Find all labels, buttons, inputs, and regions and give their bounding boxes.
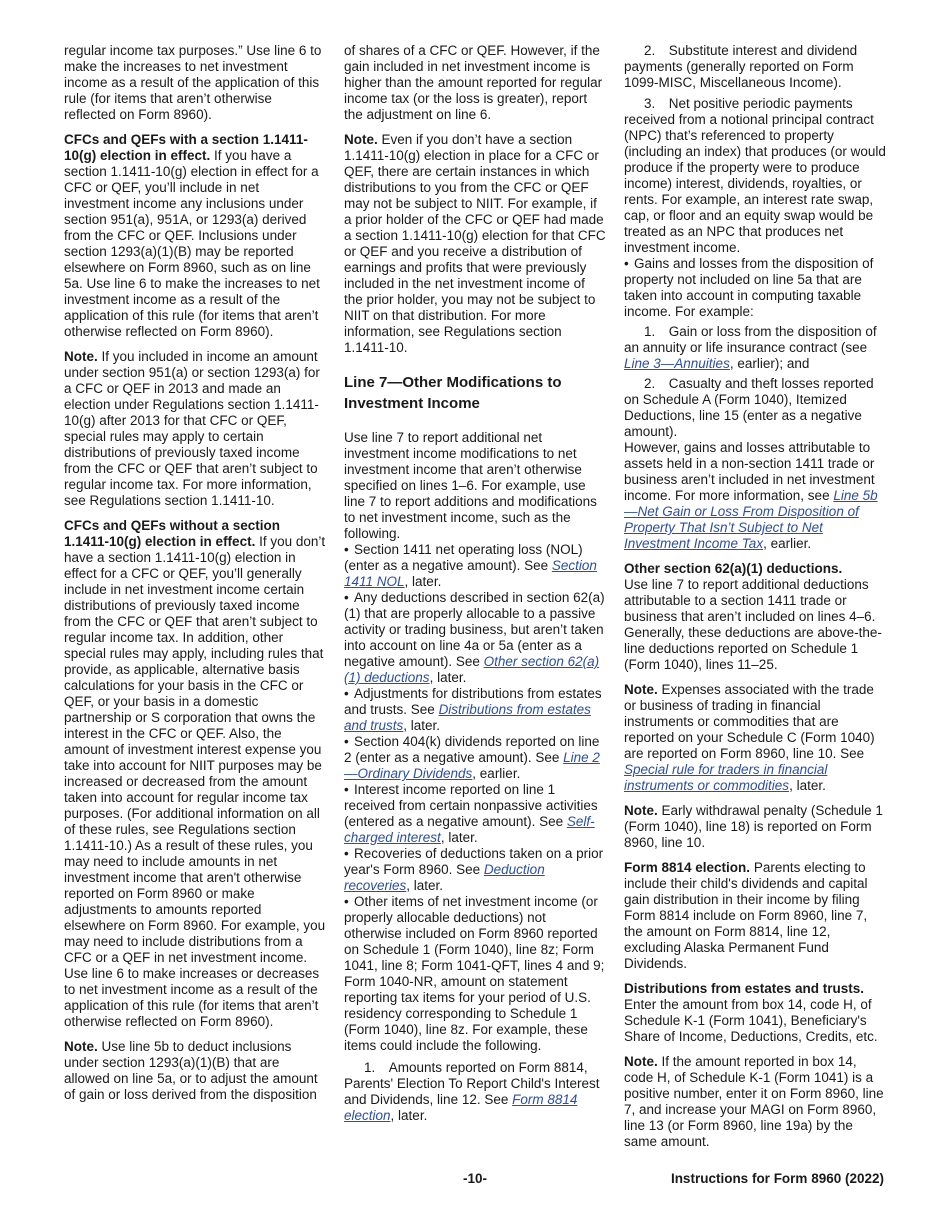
section-cfc-with-election — [64, 132, 326, 340]
note-lead: Note. — [344, 132, 378, 147]
bullet-tail: , later. — [404, 574, 442, 589]
section-body: If you have a section 1.1411-10(g) election in effect for a CFC or QEF, you’ll include in net investment income any inclusions under section 951(a), 951A, or 1293(a) derived from the CFC or QEF. Inclusions under section 1293(a)(1)(B) may be reported elsewhere on Form 8960, such as on line 5a. Use line 6 to make the increases to net investment income as a result of the application of this rule (for items that aren’t otherwise reflected on Form 8960). — [64, 148, 320, 339]
section-lead: Other section 62(a)(1) deductions. — [624, 561, 843, 576]
numbered-item: 2. Casualty and theft losses reported on Schedule A (Form 1040), Itemized Deductions, line 15 (enter as a negative amount). — [624, 376, 874, 439]
section-body: If you don’t have a section 1.1411-10(g) election in effect for a CFC or QEF, you’ll generally include in net investment income certain distributions of previously taxed income from the CFC or QEF that aren’t subject to regular income tax. In addition, other special rules may apply, including rules that provide, as applicable, alternative basis calculations for your basis in the CFC or QEF, or your basis in a domestic partnership or S corporation that owns the interest in the CFC or QEF. Also, the amount of investment interest expense you take into account for NIIT purposes may be increased or decreased from the amount taken into account for regular income tax purposes. (For additional information on all of these rules, see Regulations section 1.1411-10.) As a result of these rules, you may need to include amounts in net investment income that aren't otherwise reported on Form 8960 or make adjustments to amounts reported elsewhere on Form 8960. For example, you may need to include distributions from a CFC or a QEF in net investment income. Use line 6 to make increases or decreases to net investment income as a result of the application of this rule (for items that aren’t otherwise reflected on Form 8960). — [64, 534, 326, 1029]
item-text: 1. Amounts reported on Form 8814, Parents' Election To Report Child's Interest and Dividends, line 12. See — [344, 1060, 600, 1107]
numbered-item: 2. Substitute interest and dividend payments (generally reported on Form 1099-MISC, Miscellaneous Income). — [624, 43, 858, 90]
bullet-item — [344, 542, 606, 590]
intro-paragraph: Use line 7 to report additional net investment income modifications to net investment income that aren’t otherwise specified on lines 1–6. For example, use line 7 to report additions and modifications to net investment income, such as the following. — [344, 430, 597, 541]
note-lead: Note. — [64, 349, 98, 364]
paragraph-continuation: of shares of a CFC or QEF. However, if the gain included in net investment income is higher than the amount reported for regular income tax (or the loss is greater), report the adjustment on line 6. — [344, 43, 603, 122]
note-paragraph — [624, 1054, 886, 1150]
bullet-item — [344, 894, 606, 1054]
column-middle — [344, 43, 606, 1128]
section-lead: CFCs and QEFs without a section 1.1411-10(g) election in effect. — [64, 518, 281, 549]
bullet-text: Any deductions described in section 62(a)(1) that are properly allocable to a passive activity or trading business, but aren’t taken into account on line 4a or 5a (enter as a negative amount). See — [344, 590, 605, 669]
page-number: -10- — [463, 1171, 488, 1186]
paragraph-continuation: regular income tax purposes.” Use line 6 to make the increases to net investment income as a result of the application of this rule (for items that aren’t otherwise reflected on Form 8960). — [64, 43, 322, 122]
section-lead: CFCs and QEFs with a section 1.1411-10(g) election in effect. — [64, 132, 308, 163]
link-distributions-estates-trusts[interactable]: Distributions from estates and trusts — [344, 702, 591, 733]
bullet-text: Other items of net investment income (or properly allocable deductions) not otherwise included on Form 8960 reported on Schedule 1 (Form 1040), line 8z; Form 1041, line 8; Form 1041-QFT, lines 4 and 9; Form 1040-NR, amount on statement reporting tax items for your period of U.S. residency corresponding to Schedule 1 (Form 1040), line 8z. For example, these items could include the following. — [344, 894, 605, 1053]
note-body: Early withdrawal penalty (Schedule 1 (Form 1040), line 18) is reported on Form 8960, line 10. — [624, 803, 883, 850]
bullet-item — [344, 846, 606, 894]
bullet-tail: , later. — [406, 878, 444, 893]
bullet-text: Section 404(k) dividends reported on line 2 (enter as a negative amount). See — [344, 734, 600, 765]
bullet-text: Section 1411 net operating loss (NOL) (enter as a negative amount). See — [344, 542, 583, 573]
item-text: 1. Gain or loss from the disposition of an annuity or life insurance contract (see — [624, 324, 877, 355]
bullet-tail: , later. — [429, 670, 467, 685]
note-paragraph — [344, 132, 606, 356]
section-distributions-estates-trusts — [624, 981, 886, 1045]
footer-form-title: Instructions for Form 8960 (2022) — [670, 1171, 884, 1186]
section-lead: Form 8814 election. — [624, 860, 751, 875]
bullet-text: Recoveries of deductions taken on a prior year's Form 8960. See — [344, 846, 604, 877]
bullet-item — [344, 734, 606, 782]
bullet-tail: , later. — [440, 830, 478, 845]
bullet-item — [344, 590, 606, 686]
link-self-charged-interest[interactable]: Self-charged interest — [344, 814, 595, 845]
bullet-item — [624, 256, 886, 320]
bullet-tail: , earlier. — [472, 766, 521, 781]
numbered-item: 3. Net positive periodic payments received from a notional principal contract (NPC) that’s referenced to property (including an index) that produces (or would produce if the property were to produce income) interest, dividends, royalties, or rents. For example, an interest rate swap, cap, or floor and an equity swap would be treated as an NPC that produces net investment income. — [624, 96, 886, 255]
section-heading-line-7: Line 7—Other Modifications to Investment Income — [344, 374, 562, 412]
numbered-item — [624, 324, 886, 372]
item-tail: , earlier); and — [729, 356, 810, 371]
note-paragraph — [64, 349, 326, 509]
paragraph-tail: , earlier. — [763, 536, 812, 551]
bullet-text: Gains and losses from the disposition of property not included on line 5a that are taken into account in computing taxable income. For example: — [624, 256, 874, 319]
section-body: Parents electing to include their child's dividends and capital gain distribution in their income by filing Form 8814 include on Form 8960, line 7, the amount on Form 8814, line 12, excluding Alaska Permanent Fund Dividends. — [624, 860, 868, 971]
link-other-section-62a1[interactable]: Other section 62(a)(1) deductions — [344, 654, 600, 685]
link-form-8814-election[interactable]: Form 8814 election — [344, 1092, 578, 1123]
bullet-item — [344, 782, 606, 846]
section-body: Use line 7 to report additional deductions attributable to a section 1411 trade or business that aren’t included on lines 4–6. Generally, these deductions are above-the-line deductions reported on Schedule 1 (Form 1040), lines 11–25. — [624, 577, 882, 672]
paragraph-text: However, gains and losses attributable to assets held in a non-section 1411 trade or business aren’t included in net investment income. For more information, see — [624, 440, 875, 503]
bullet-text: Interest income reported on line 1 received from certain nonpassive activities (entered as a negative amount). See — [344, 782, 598, 829]
link-line-3-annuities[interactable]: Line 3—Annuities — [624, 356, 730, 371]
note-lead: Note. — [624, 803, 658, 818]
section-body: Enter the amount from box 14, code H, of Schedule K-1 (Form 1041), Beneficiary's Share of Income, Deductions, Credits, etc. — [624, 997, 878, 1044]
note-lead: Note. — [64, 1039, 98, 1054]
section-cfc-without-election — [64, 518, 326, 1030]
link-section-1411-nol[interactable]: Section 1411 NOL — [344, 558, 597, 589]
item-tail: , later. — [390, 1108, 428, 1123]
note-body: Expenses associated with the trade or business of trading in financial instruments or commodities that are reported on your Schedule C (Form 1040) are reported on Form 8960, line 10. See — [624, 682, 875, 761]
section-lead: Distributions from estates and trusts. — [624, 981, 865, 996]
note-paragraph — [624, 682, 886, 794]
note-body: If you included in income an amount under section 951(a) or section 1293(a) for a CFC or QEF in 2013 and made an election under Regulations section 1.1411-10(g) after 2013 for that CFC or QEF, special rules may apply to certain distributions of previously taxed income from the CFC or QEF that aren’t subject to regular income tax. For more information, see Regulations section 1.1411-10. — [64, 349, 320, 508]
note-body: Even if you don’t have a section 1.1411-10(g) election in place for a CFC or QEF, there are certain instances in which distributions to you from the CFC or QEF may not be subject to NIIT. For example, if a prior holder of the CFC or QEF had made a section 1.1411-10(g) election for that CFC or QEF and you receive a distribution of earnings and profits that were previously included in the net investment income of the prior holder, you may not be subject to NIIT on that distribution. For more information, see Regulations section 1.1411-10. — [344, 132, 606, 355]
note-body: If the amount reported in box 14, code H, of Schedule K-1 (Form 1041) is a positive number, enter it on Form 8960, line 7, and increase your MAGI on Form 8960, line 13 (or Form 8960, line 19a) by the same amount. — [624, 1054, 884, 1149]
section-form-8814-election — [624, 860, 886, 972]
note-lead: Note. — [624, 682, 658, 697]
note-paragraph — [64, 1039, 326, 1103]
link-deduction-recoveries[interactable]: Deduction recoveries — [344, 862, 545, 893]
numbered-item — [344, 1060, 606, 1124]
bullet-text: Adjustments for distributions from estates and trusts. See — [344, 686, 602, 717]
column-left — [64, 43, 326, 1112]
link-special-rule-traders[interactable]: Special rule for traders in financial instruments or commodities — [624, 762, 828, 793]
note-paragraph — [624, 803, 886, 851]
note-body: Use line 5b to deduct inclusions under section 1293(a)(1)(B) that are allowed on line 5a, or to adjust the amount of gain or loss derived from the disposition — [64, 1039, 318, 1102]
column-right — [624, 43, 886, 1159]
link-line-2-ordinary-dividends[interactable]: Line 2—Ordinary Dividends — [344, 750, 600, 781]
note-tail: , later. — [789, 778, 826, 793]
bullet-item — [344, 686, 606, 734]
link-line-5b-net-gain-or-loss[interactable]: Line 5b—Net Gain or Loss From Disposition of Property That Isn’t Subject to Net Investment Income Tax — [624, 488, 878, 551]
note-lead: Note. — [624, 1054, 658, 1069]
however-paragraph — [624, 440, 886, 552]
section-other-62a1-deductions — [624, 561, 886, 673]
bullet-tail: , later. — [403, 718, 441, 733]
